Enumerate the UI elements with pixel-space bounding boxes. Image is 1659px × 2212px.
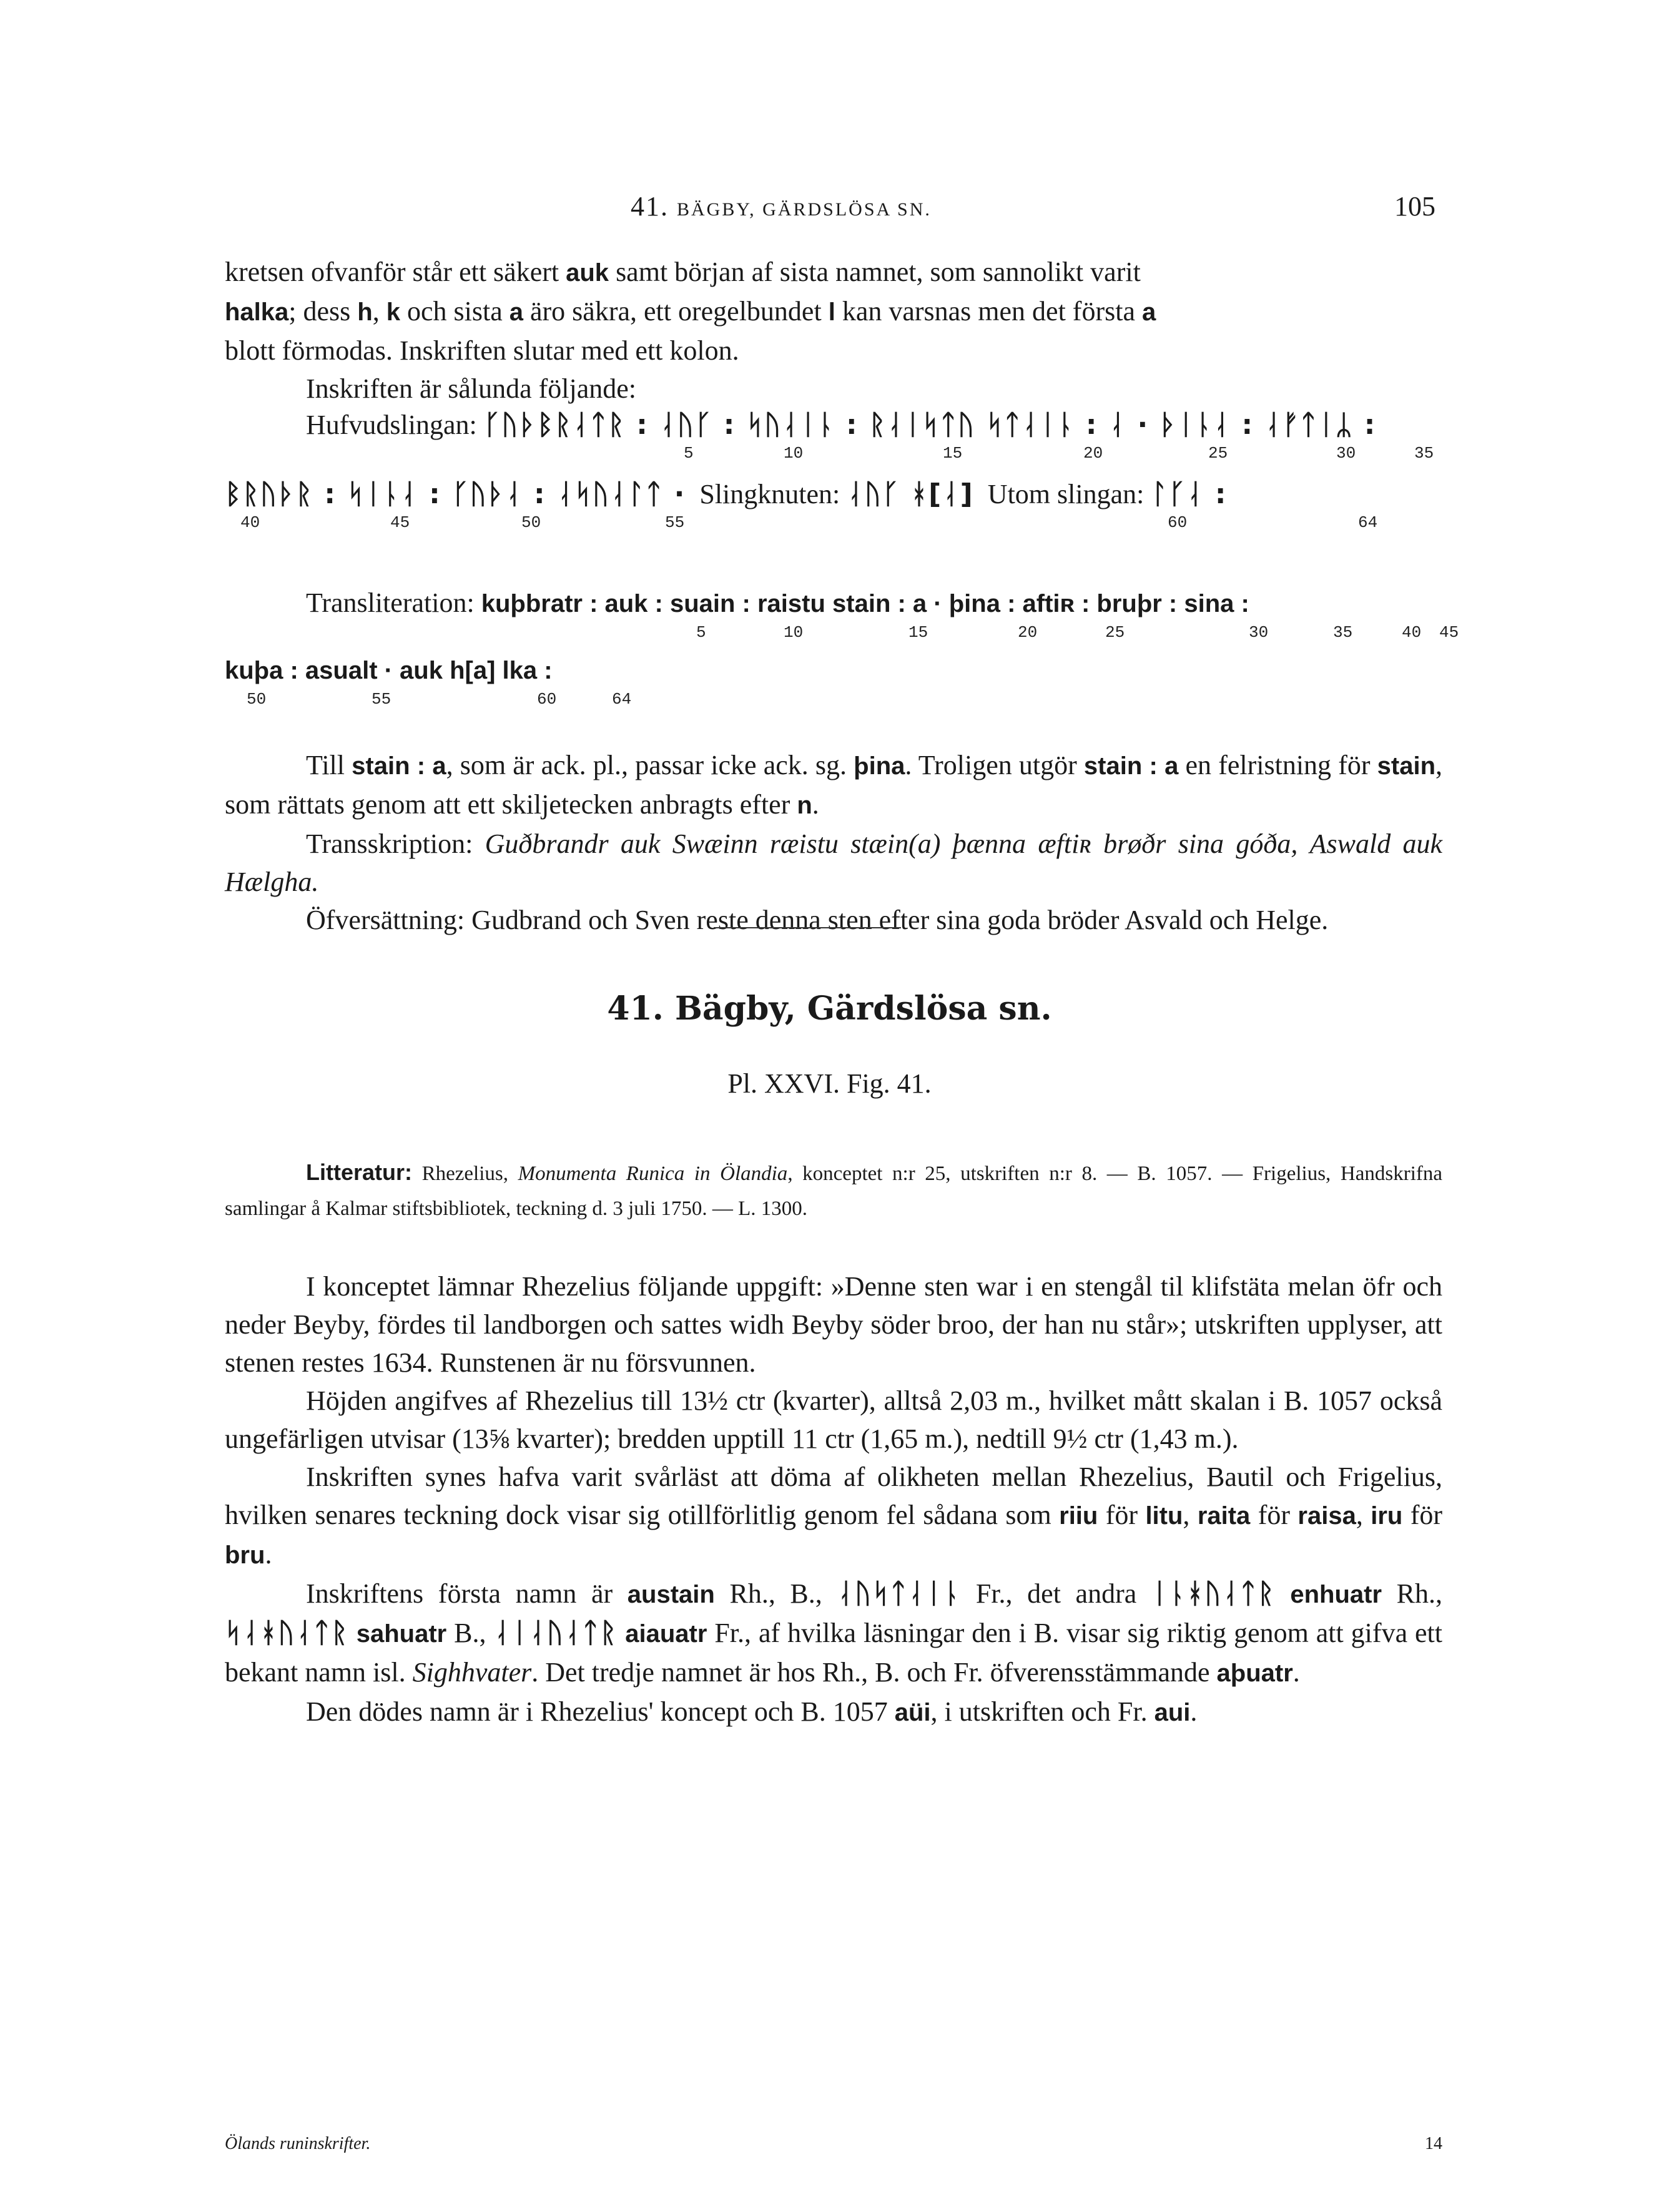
translit-numbers-1: 5 10 15 20 25 30 35 40 45 [696,623,1459,642]
paragraph-height: Höjden angifves af Rhezelius till 13½ ctr (kvarter), alltså 2,03 m., hvilket mått skalan i B. 1057 också ungefärligen utvisar (13⅝ kvarter); bredden upptill 11 ctr (1,65 m.), nedtill 9½ ctr (1,43 m.). [225,1385,1442,1454]
outside-label: Utom slingan: [987,479,1145,509]
outside-runes: ᛚᚴᛆ : [1151,478,1228,510]
translit-line-2: kuþa : asualt · auk h[a] lka : [225,657,553,684]
rune-inscription [225,406,1442,537]
main-band-runes-2: ᛒᚱᚢᚦᚱ : ᛋᛁᚿᛆ : ᚴᚢᚦᛆ : ᛆᛋᚢᛆᛚᛏ · [225,478,686,510]
literature-label: Litteratur: [306,1159,412,1185]
notes [225,746,1442,939]
main-band-runes: ᚴᚢᚦᛒᚱᛆᛏᚱ : ᛆᚢᚴ : ᛋᚢᛆᛁᚿ : ᚱᛆᛁᛋᛏᚢ ᛋᛏᛆᛁᚿ : ᛆ · ᚦᛁᚿᛆ : ᛆᚠᛏᛁᛦ : [483,409,1377,441]
body-text [225,1267,1442,1732]
translit-numbers-2: 50 55 60 64 [247,690,632,709]
section-heading: 41. Bägby, Gärdslösa sn. [607,990,1052,1028]
page-number: 105 [1394,191,1435,222]
transcription: Transskription: Guðbrandr auk Swæinn ræistu stæin(a) þænna æftiʀ brøðr sina góða, Aswald auk Hælgha. [225,828,1443,897]
footer [225,2134,1442,2154]
knot-label: Slingknuten: [699,479,840,509]
paragraph-deceased: Den dödes namn är i Rhezelius' koncept och B. 1057 aüi, i utskriften och Fr. aui. [306,1696,1198,1727]
translit-label: Transliteration: [306,587,475,618]
main-band-label: Hufvudslingan: [306,410,477,440]
note-stain: Till stain : a, som är ack. pl., passar icke ack. sg. þina. Troligen utgör stain : a en felristning för stain, som rättats genom att ett skiljetecken anbragts efter n. [225,750,1443,820]
plate-reference: Pl. XXVI. Fig. 41. [727,1068,932,1099]
rune-numbers-2: 40 45 50 55 60 64 [240,513,1378,532]
intro-lead: Inskriften är sålunda följande: [306,373,637,404]
translit-line-1: kuþbratr : auk : suain : raistu stain : a · þina : aftiʀ : bruþr : sina : [481,590,1249,617]
footer-series: Ölands runinskrifter. [225,2134,371,2153]
intro-paragraph: kretsen ofvanför står ett säkert auk samt början af sista namnet, som sannolikt varit halka; dess h, k och sista a äro säkra, ett oregelbundet l kan varsnas men det första a blott förmodas. Inskriften slutar med ett kolon. Inskriften är sålunda följande: [225,253,1442,408]
transliteration [225,584,1459,714]
knot-runes: ᛆᚢᚴ ᚼ[ᛆ] [847,478,974,510]
rune-numbers-1: 5 10 15 20 25 30 35 [684,444,1434,463]
translation: Öfversättning: Gudbrand och Sven reste denna sten efter sina goda bröder Asvald och Helge. [306,905,1329,935]
running-title: 41. BÄGBY, GÄRDSLÖSA SN. [631,191,932,222]
literature: Litteratur: Rhezelius, Monumenta Runica in Ölandia, konceptet n:r 25, utskriften n:r 8. — B. 1057. — Frigelius, Handskrifna samlingar å Kalmar stiftsbibliotek, teckning d. 3 juli 1750. — L. 1300. [225,1159,1443,1220]
paragraph-readings: Inskriften synes hafva varit svårläst att döma af olikheten mellan Rhezelius, Bautil och Frigelius, hvilken senares teckning dock visar sig otillförlitlig genom fel sådana som riiu för litu, raita för raisa, iru för bru. [225,1462,1443,1570]
paragraph-concept: I konceptet lämnar Rhezelius följande uppgift: »Denne sten war i en stengål til klifstäta melan öfr och neder Beyby, fördes til landborgen och sattes widh Beyby söder broo, der han nu står»; utskriften upplyser, att stenen restes 1634. Runstenen är nu försvunnen. [225,1271,1442,1378]
section-divider [714,927,901,928]
signature-mark: 14 [1425,2134,1442,2153]
paragraph-names: Inskriftens första namn är austain Rh., B., ᛆᚢᛋᛏᛆᛁᚿ Fr., det andra ᛁᚿᚼᚢᛆᛏᚱ enhuatr Rh., ᛋᛆᚼᚢᛆᛏᚱ sahuatr B., ᛆᛁᛆᚢᛆᛏᚱ aiauatr Fr., af hvilka läsningar den i B. visar sig riktig genom att gifva ett bekant namn isl. Sighhvater. Det tredje namnet är hos Rh., B. och Fr. öfverensstämmande aþuatr. [225,1578,1443,1688]
